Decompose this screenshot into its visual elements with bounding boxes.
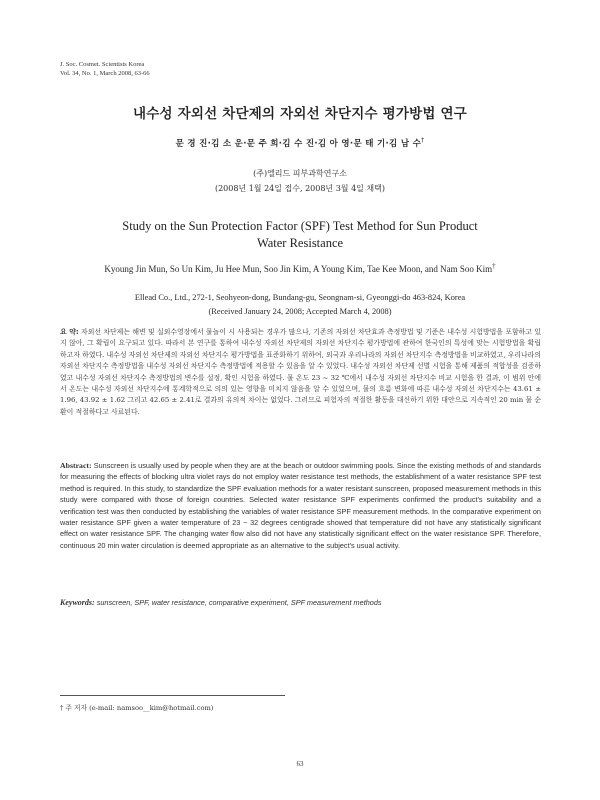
footnote: † 주 저자 (e-mail: namsoo__kim@hotmail.com)	[60, 704, 214, 712]
english-title-line2: Water Resistance	[256, 236, 344, 250]
english-affiliation-block	[0, 291, 600, 319]
korean-author-mark: †	[421, 137, 425, 145]
korean-author-names: 문 경 진·김 소 운·문 주 희·김 수 진·김 아 영·문 태 기·김 남 수	[175, 139, 422, 149]
keywords	[60, 598, 541, 607]
page-number: 63	[296, 760, 304, 768]
english-author-names: Kyoung Jin Mun, So Un Kim, Ju Hee Mun, Soo Jin Kim, A Young Kim, Tae Kee Moon, and Nam Soo Kim	[104, 264, 493, 274]
korean-affiliation: (주)엘리드 피부과학연구소	[253, 169, 347, 178]
korean-authors	[0, 137, 600, 149]
korean-abstract-text: 자외선 차단제는 해변 및 실외수영장에서 물놀이 시 사용되는 경우가 많으나, 기존의 자외선 차단효과 측정방법 및 기준은 내수성 시험방법을 포함하고 있지 않아, 그 확립이 요구되고 있다. 따라서 본 연구를 통하여 내수성 자외선 차단제의 자외선 차단지수 평가방법에 관하여 한국인의 특성에 맞는 시험방법을 확립하고자 하였다. 내수성 자외선 차단제의 자외선 차단지수 평가방법을 표준화하기 위하여, 외국과 우리나라의 자외선 차단지수 측정방법을 비교하였고, 우리나라의 자외선 차단지수 측정방법을 내수성 자외선 차단지수 측정방법에 적용할 수 있음을 알 수 있었다. 내수성 자외선 차단제 선별 시험을 통해 제품의 적합성을 검증하였고 내수성 자외선 차단지수 측정방법의 변수를 설정, 확인 시험을 하였다. 물 온도 23 ~ 32 ℃에서 내수성 자외선 차단지수 비교 시험을 한 결과, 이 범위 안에서 온도는 내수성 자외선 차단지수에 통계학적으로 의의 있는 영향을 미치지 않음을 알 수 있었으며, 물의 흐름 변화에 따른 내수성 자외선 차단지수는 43.61 ± 1.96, 43.92 ± 1.62 그리고 42.65 ± 2.41로 결과의 유의적 차이는 없었다. 그러므로 피험자의 적절한 활동을 대신하기 위한 대안으로 지속적인 20 min 물 순환이 적절하다고 사료된다.	[60, 328, 541, 416]
keywords-label: Keywords:	[60, 598, 95, 607]
english-abstract	[60, 460, 541, 551]
korean-title: 내수성 자외선 차단제의 자외선 차단지수 평가방법 연구	[133, 106, 467, 122]
english-abstract-text: Sunscreen is usually used by people when they are at the beach or outdoor swimming pools. Since the existing methods of and standards for measuring the effects of blocking ultra violet rays do not employ water resistance test methods, the establishment of a water resistance SPF test method is required. In this study, to standardize the SPF evaluation methods for a water resistant sunscreen, proposed measurement methods in this study were compared with those of foreign countries. Selected water resistance SPF experiments confirmed the product's suitability and a verification test was then conducted by establishing the variables of water resistance SPF measurement methods. In the comparative experiment on water resistance SPF given a water temperature of 23 ~ 32 degrees centigrade showed that temperature did not have any statistically significant effect on water resistance SPF. The changing water flow also did not have any statistically significant effect on the water resistance SPF. Therefore, continuous 20 min water circulation is deemed appropriate as an alternative to the subject's usual activity.	[60, 461, 542, 550]
english-title-line1: Study on the Sun Protection Factor (SPF) Test Method for Sun Product	[122, 219, 478, 233]
korean-abstract-label: 요 약:	[60, 328, 79, 336]
korean-affiliation-block	[0, 166, 600, 196]
journal-volume: Vol. 34, No. 1, March 2008, 63-66	[60, 70, 150, 77]
english-authors	[0, 262, 600, 274]
korean-abstract	[60, 327, 541, 418]
footnote-divider	[60, 695, 285, 696]
keywords-text: sunscreen, SPF, water resistance, comparative experiment, SPF measurement methods	[96, 598, 382, 607]
english-abstract-label: Abstract:	[60, 461, 92, 470]
journal-header	[60, 60, 150, 78]
english-title	[0, 218, 600, 252]
english-received: (Received January 24, 2008; Accepted March 4, 2008)	[208, 307, 392, 316]
korean-received: (2008년 1월 24일 접수, 2008년 3월 4일 채택)	[214, 184, 386, 193]
english-affiliation: Ellead Co., Ltd., 272-1, Seohyeon-dong, Bundang-gu, Seongnam-si, Gyeonggi-do 463-824, Korea	[134, 293, 466, 302]
journal-name: J. Soc. Cosmet. Scientists Korea	[60, 61, 145, 68]
english-author-mark: †	[492, 262, 496, 270]
